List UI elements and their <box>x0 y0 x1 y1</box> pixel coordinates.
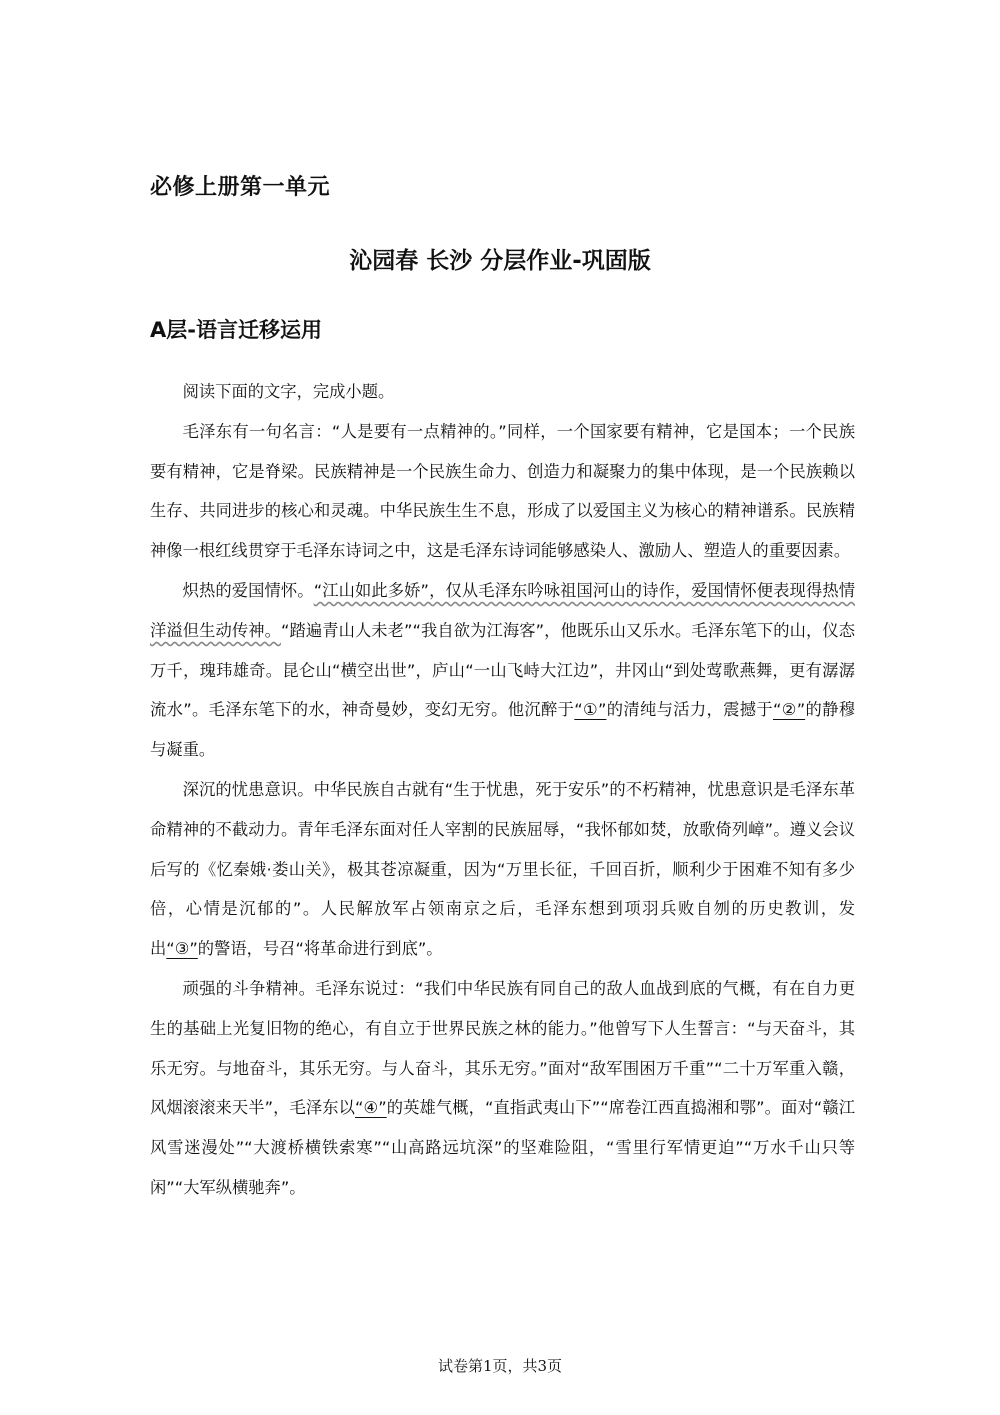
reading-passage <box>150 372 855 1208</box>
paragraph-4 <box>150 969 855 1208</box>
unit-title: 必修上册第一单元 <box>150 175 331 200</box>
paragraph-4-end: 的英雄气概，“直指武夷山下”“席卷江西直捣湘和鄂”。面对“赣江风雪迷漫处”“大渡桥横铁索寒”“山高路远坑深”的坚难险阻，“雪里行军情更迫”“万水千山只等闲”“大军纵横驰奔”。 <box>150 1098 855 1197</box>
section-title: A层-语言迁移运用 <box>150 318 322 342</box>
paragraph-2-text: “踏遍青山人未老”“我自欲为江海客”，他既乐山又乐水。毛泽东笔下的山，仪态万千，瑰玮雄奇。昆仑山“横空出世”，庐山“一山飞峙大江边”，井冈山“到处莺歌燕舞，更有潺潺流水”。毛泽东笔下的水，神奇曼妙，变幻无穷。他沉醉于 <box>150 620 855 720</box>
paragraph-4-text: 顽强的斗争精神。毛泽东说过：“我们中华民族有同自己的敌人血战到底的气概，有在自力更生的基础上光复旧物的绝心，有自立于世界民族之林的能力。”他曾写下人生誓言：“与天奋斗，其乐无穷。与地奋斗，其乐无穷。与人奋斗，其乐无穷。”面对“敌军围困万千重”“二十万军重入赣，风烟滚滚来天半”，毛泽东以 <box>150 978 855 1118</box>
blank-2: “②” <box>772 700 806 720</box>
paragraph-2-lead: 炽热的爱国情怀。 <box>182 580 314 600</box>
wavy-underlined-sentence: “江山如此多娇”，仅从毛泽东吟咏祖国河山的诗作，爱国情怀便表现得热情洋溢但生动传神。 <box>150 580 855 640</box>
paragraph-2-end: 的静穆与凝重。 <box>150 700 856 760</box>
instruction: 阅读下面的文字，完成小题。 <box>182 382 395 401</box>
blank-4: “④” <box>355 1098 387 1118</box>
page-footer: 试卷第1页，共3页 <box>437 1357 563 1375</box>
blank-1: “①” <box>574 700 607 720</box>
paragraph-3 <box>150 770 855 969</box>
paragraph-2-mid: 的清纯与活力，震撼于 <box>606 700 773 720</box>
paragraph-3-text: 深沉的忧患意识。中华民族自古就有“生于忧患，死于安乐”的不朽精神，忧患意识是毛泽东革命精神的不截动力。青年毛泽东面对任人宰割的民族屈辱，“我怀郁如焚，放歌倚列嶂”。遵义会议后写的《忆秦娥·娄山关》，极其苍凉凝重，因为“万里长征，千回百折，顺利少于困难不知有多少倍，心情是沉郁的”。人民解放军占领南京之后，毛泽东想到项羽兵败自刎的历史教训，发出 <box>150 779 855 959</box>
page-title: 沁园春 长沙 分层作业-巩固版 <box>349 248 651 274</box>
paragraph-3-end: 的警语，号召“将革命进行到底”。 <box>197 939 443 959</box>
blank-3: “③” <box>166 939 198 959</box>
paragraph-2 <box>150 571 855 770</box>
paragraph-1: 毛泽东有一句名言：“人是要有一点精神的。”同样，一个国家要有精神，它是国本；一个民族要有精神，它是脊梁。民族精神是一个民族生命力、创造力和凝聚力的集中体现，是一个民族赖以生存、共同进步的核心和灵魂。中华民族生生不息，形成了以爱国主义为核心的精神谱系。民族精神像一根红线贯穿于毛泽东诗词之中，这是毛泽东诗词能够感染人、激励人、塑造人的重要因素。 <box>150 421 855 561</box>
